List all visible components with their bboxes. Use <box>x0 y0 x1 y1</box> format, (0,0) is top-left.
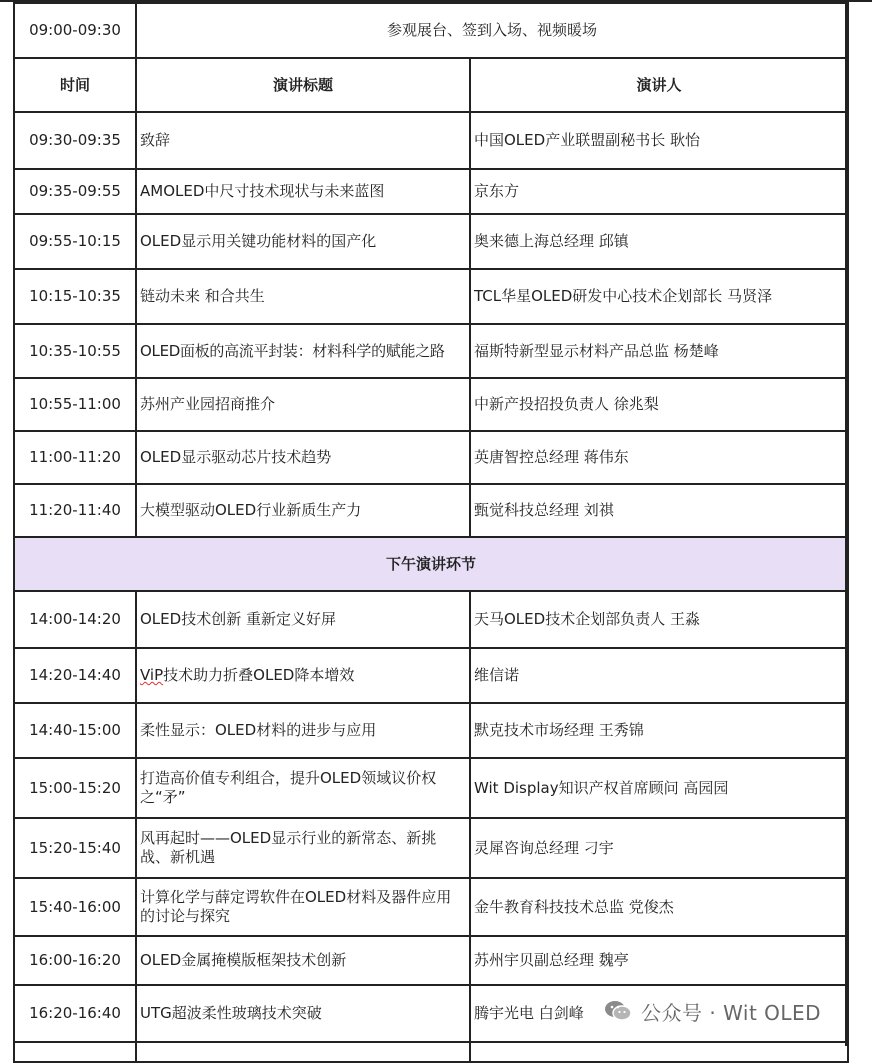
agenda-table <box>13 2 849 1063</box>
session-time: 16:00-16:20 <box>14 936 136 985</box>
table-row <box>14 431 848 484</box>
wechat-icon <box>603 999 633 1023</box>
right-border-line <box>845 0 847 1046</box>
table-row <box>14 818 848 878</box>
session-time: 14:20-14:40 <box>14 648 136 703</box>
table-row <box>14 169 848 214</box>
session-time: 15:20-15:40 <box>14 818 136 878</box>
session-title: 风再起时——OLED显示行业的新常态、新挑战、新机遇 <box>136 818 470 878</box>
session-title: UTG超波柔性玻璃技术突破 <box>136 985 470 1042</box>
session-time: 16:20-16:40 <box>14 985 136 1042</box>
session-time: 09:35-09:55 <box>14 169 136 214</box>
session-title: 打造高价值专利组合，提升OLED领域议价权之“矛” <box>136 758 470 818</box>
session-speaker: TCL华星OLED研发中心技术企划部长 马贤泽 <box>470 269 848 324</box>
empty-cell <box>136 1042 470 1062</box>
session-speaker: 默克技术市场经理 王秀锦 <box>470 703 848 758</box>
session-time: 09:55-10:15 <box>14 214 136 269</box>
session-speaker: 英唐智控总经理 蒋伟东 <box>470 431 848 484</box>
session-time: 11:20-11:40 <box>14 484 136 537</box>
session-time: 15:40-16:00 <box>14 878 136 936</box>
session-time: 10:55-11:00 <box>14 378 136 431</box>
session-title: 大模型驱动OLED行业新质生产力 <box>136 484 470 537</box>
table-row <box>14 484 848 537</box>
session-title: 致辞 <box>136 112 470 169</box>
session-speaker: 金牛教育科技技术总监 党俊杰 <box>470 878 848 936</box>
session-speaker: 福斯特新型显示材料产品总监 杨楚峰 <box>470 324 848 378</box>
session-time: 10:35-10:55 <box>14 324 136 378</box>
session-title: OLED显示用关键功能材料的国产化 <box>136 214 470 269</box>
session-speaker: 苏州宇贝副总经理 魏亭 <box>470 936 848 985</box>
watermark-text: 公众号 · Wit OLED <box>641 1000 822 1025</box>
session-speaker: 奥来德上海总经理 邱镇 <box>470 214 848 269</box>
session-title: 柔性显示：OLED材料的进步与应用 <box>136 703 470 758</box>
table-row <box>14 378 848 431</box>
session-speaker: 维信诺 <box>470 648 848 703</box>
session-title: OLED技术创新 重新定义好屏 <box>136 591 470 648</box>
header-time: 时间 <box>14 58 136 112</box>
header-speaker: 演讲人 <box>470 58 848 112</box>
table-row <box>14 703 848 758</box>
session-title: OLED面板的高流平封装：材料科学的赋能之路 <box>136 324 470 378</box>
session-title: OLED显示驱动芯片技术趋势 <box>136 431 470 484</box>
session-time: 11:00-11:20 <box>14 431 136 484</box>
session-speaker: 天马OLED技术企划部负责人 王淼 <box>470 591 848 648</box>
session-speaker: Wit Display知识产权首席顾问 高园园 <box>470 758 848 818</box>
session-title: 链动未来 和合共生 <box>136 269 470 324</box>
table-row <box>14 269 848 324</box>
session-time: 15:00-15:20 <box>14 758 136 818</box>
intro-row <box>14 3 848 58</box>
session-speaker: 京东方 <box>470 169 848 214</box>
session-title: AMOLED中尺寸技术现状与未来蓝图 <box>136 169 470 214</box>
session-time: 09:30-09:35 <box>14 112 136 169</box>
session-speaker: 灵犀咨询总经理 刁宇 <box>470 818 848 878</box>
session-speaker: 中国OLED产业联盟副秘书长 耿怡 <box>470 112 848 169</box>
session-title: 苏州产业园招商推介 <box>136 378 470 431</box>
session-speaker: 甄觉科技总经理 刘祺 <box>470 484 848 537</box>
session-time: 10:15-10:35 <box>14 269 136 324</box>
header-row <box>14 58 848 112</box>
table-row <box>14 878 848 936</box>
table-row <box>14 324 848 378</box>
table-row <box>14 758 848 818</box>
section-title: 下午演讲环节 <box>14 537 848 591</box>
session-title: 计算化学与薛定谔软件在OLED材料及器件应用的讨论与探究 <box>136 878 470 936</box>
session-time: 14:00-14:20 <box>14 591 136 648</box>
session-speaker: 腾宇光电 白剑峰 <box>470 985 848 1042</box>
empty-cell <box>14 1042 136 1062</box>
intro-time: 09:00-09:30 <box>14 3 136 58</box>
session-title: OLED金属掩模版框架技术创新 <box>136 936 470 985</box>
header-title: 演讲标题 <box>136 58 470 112</box>
table-row-partial <box>14 1042 848 1062</box>
session-time: 14:40-15:00 <box>14 703 136 758</box>
spellcheck-word: ViP <box>140 666 164 684</box>
table-row <box>14 936 848 985</box>
table-row <box>14 648 848 703</box>
intro-text: 参观展台、签到入场、视频暖场 <box>136 3 848 58</box>
table-row <box>14 214 848 269</box>
session-title-rest: 技术助力折叠OLED降本增效 <box>163 666 355 684</box>
watermark <box>599 996 825 1026</box>
table-row <box>14 112 848 169</box>
section-row <box>14 537 848 591</box>
session-speaker: 中新产投招投负责人 徐兆梨 <box>470 378 848 431</box>
session-title <box>136 648 470 703</box>
table-row <box>14 591 848 648</box>
empty-cell <box>470 1042 848 1062</box>
